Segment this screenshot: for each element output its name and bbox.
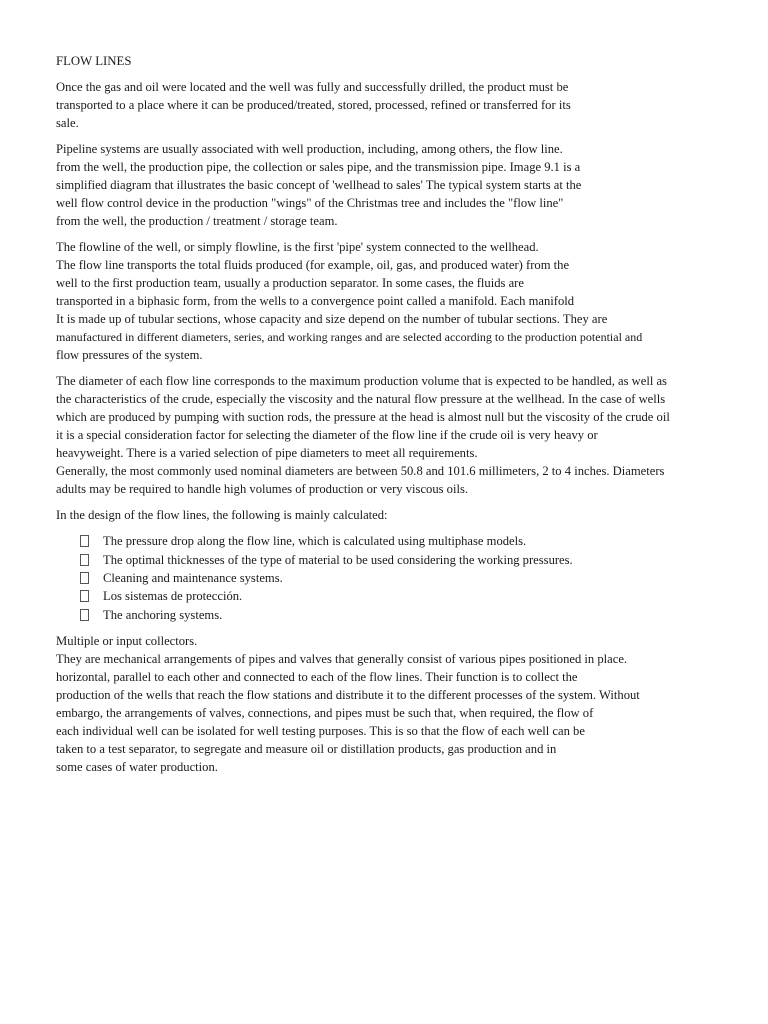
- bullet-box-icon: [80, 609, 89, 621]
- list-item-text: The optimal thicknesses of the type of material to be used considering the working pressures.: [103, 552, 573, 567]
- list-item-text: The pressure drop along the flow line, which is calculated using multiphase models.: [103, 534, 527, 549]
- paragraph-intro: [56, 78, 746, 132]
- bullet-box-icon: [80, 554, 89, 566]
- paragraph-diameter: [56, 372, 746, 498]
- text-line: Multiple or input collectors.: [56, 633, 198, 648]
- calculation-list: [56, 532, 746, 624]
- bullet-box-icon: [80, 535, 89, 547]
- text-line: taken to a test separator, to segregate and measure oil or distillation products, gas production and in: [56, 741, 557, 756]
- text-line: well flow control device in the production "wings" of the Christmas tree and includes the "flow line": [56, 196, 564, 210]
- text-line: horizontal, parallel to each other and connected to each of the flow lines. Their function is to collect the: [56, 669, 578, 684]
- text-line: In the design of the flow lines, the following is mainly calculated:: [56, 508, 388, 522]
- text-line: They are mechanical arrangements of pipes and valves that generally consist of various pipes positioned in place.: [56, 651, 628, 666]
- text-line: heavyweight. There is a varied selection of pipe diameters to meet all requirements.: [56, 446, 478, 460]
- list-item-text: The anchoring systems.: [103, 607, 223, 622]
- text-line: The diameter of each flow line corresponds to the maximum production volume that is expected to be handled, as well as: [56, 374, 667, 388]
- text-line: flow pressures of the system.: [56, 348, 203, 362]
- text-line: well to the first production team, usually a production separator. In some cases, the fluids are: [56, 276, 524, 290]
- text-line: from the well, the production pipe, the collection or sales pipe, and the transmission pipe. Image 9.1 is a: [56, 160, 581, 174]
- bullet-box-icon: [80, 572, 89, 584]
- paragraph-collectors: [56, 632, 746, 776]
- text-line: which are produced by pumping with suction rods, the pressure at the head is almost null but the viscosity of the crude oil: [56, 410, 670, 424]
- paragraph-pipeline-systems: [56, 140, 746, 230]
- list-item-text: Cleaning and maintenance systems.: [103, 570, 283, 585]
- document-heading: FLOW LINES: [56, 54, 132, 68]
- list-item: [80, 532, 746, 550]
- text-line: Pipeline systems are usually associated with well production, including, among others, the flow line.: [56, 142, 563, 156]
- text-line: the characteristics of the crude, especially the viscosity and the natural flow pressure at the wellhead. In the case of wells: [56, 392, 666, 406]
- list-item: [80, 569, 746, 587]
- text-line: The flow line transports the total fluids produced (for example, oil, gas, and produced water) from the: [56, 258, 570, 272]
- list-item: [80, 587, 746, 605]
- list-item: [80, 550, 746, 568]
- text-line: sale.: [56, 116, 79, 130]
- text-line: adults may be required to handle high volumes of production or very viscous oils.: [56, 482, 469, 496]
- bullet-box-icon: [80, 590, 89, 602]
- text-line: Generally, the most commonly used nominal diameters are between 50.8 and 101.6 millimeters, 2 to 4 inches. Diameters: [56, 464, 665, 478]
- text-line: simplified diagram that illustrates the basic concept of 'wellhead to sales' The typical system starts at the: [56, 178, 582, 192]
- text-line: It is made up of tubular sections, whose capacity and size depend on the number of tubular sections. They are: [56, 312, 608, 326]
- text-line: it is a special consideration factor for selecting the diameter of the flow line if the crude oil is very heavy or: [56, 428, 598, 442]
- text-line: some cases of water production.: [56, 759, 218, 774]
- paragraph-design-intro: [56, 506, 746, 524]
- text-line: production of the wells that reach the flow stations and distribute it to the different processes of the system. Without: [56, 687, 640, 702]
- text-line: each individual well can be isolated for well testing purposes. This is so that the flow of each well can be: [56, 723, 585, 738]
- text-line: Once the gas and oil were located and the well was fully and successfully drilled, the product must be: [56, 80, 569, 94]
- document-page: [56, 52, 746, 784]
- text-line: The flowline of the well, or simply flowline, is the first 'pipe' system connected to the wellhead.: [56, 240, 539, 254]
- text-line: manufactured in different diameters, series, and working ranges and are selected according to the production potential and: [56, 330, 643, 344]
- text-line: transported to a place where it can be produced/treated, stored, processed, refined or transferred for its: [56, 98, 571, 112]
- list-item: [80, 606, 746, 624]
- paragraph-flowline: [56, 238, 746, 364]
- text-line: embargo, the arrangements of valves, connections, and pipes must be such that, when required, the flow of: [56, 705, 594, 720]
- text-line: from the well, the production / treatment / storage team.: [56, 214, 338, 228]
- list-item-text: Los sistemas de protección.: [103, 589, 243, 604]
- text-line: transported in a biphasic form, from the wells to a convergence point called a manifold. Each manifold: [56, 294, 575, 308]
